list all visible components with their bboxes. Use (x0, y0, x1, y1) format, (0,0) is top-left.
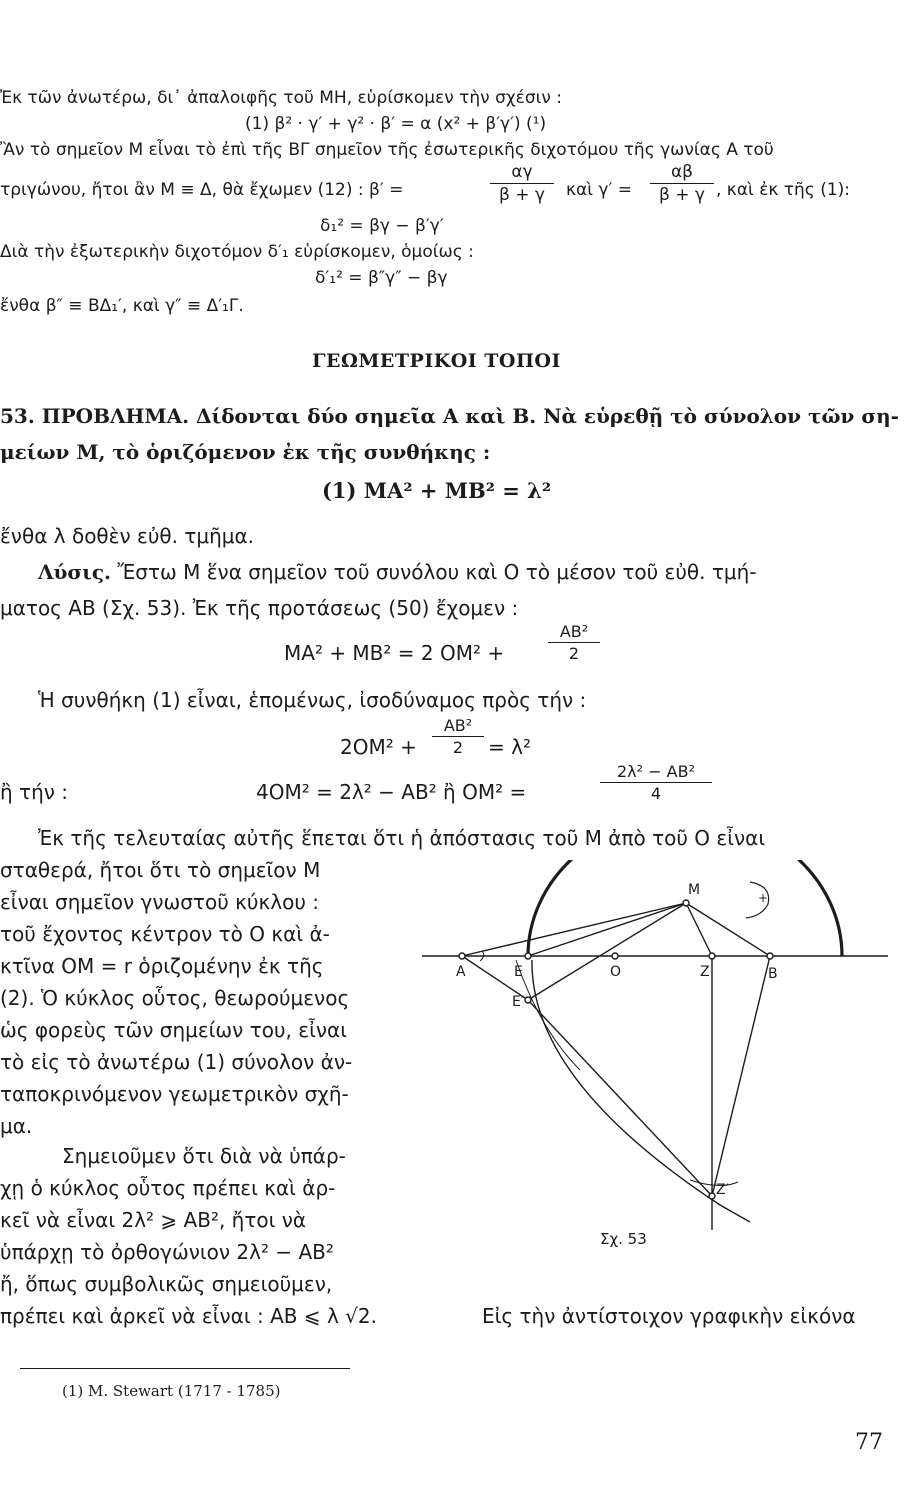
fraction-numerator: αβ (670, 162, 694, 182)
segment-am (462, 903, 686, 956)
text-line: ὑπάρχῃ τὸ ὀρθογώνιον 2λ² − ΑΒ² (0, 1240, 334, 1264)
fraction (432, 716, 484, 757)
text-line: σταθερά, ἤτοι ὅτι τὸ σημεῖον Μ (0, 858, 321, 882)
label-a: Α (456, 964, 466, 980)
page-number: 77 (855, 1430, 883, 1455)
equation: 4ΟΜ² = 2λ² − ΑΒ² ἢ ΟΜ² = (256, 780, 527, 804)
text-line: ἔνθα β″ ≡ ΒΔ₁′, καὶ γ″ ≡ Δ′₁Γ. (0, 296, 244, 316)
text-line: ὡς φορεὺς τῶν σημείων του, εἶναι (0, 1018, 347, 1042)
equation: δ′₁² = β″γ″ − βγ (315, 268, 448, 288)
point-z-prime (709, 1193, 715, 1199)
fraction (490, 162, 554, 205)
text-line: τοῦ ἔχοντος κέντρον τὸ Ο καὶ ἀ- (0, 922, 330, 946)
point-e (525, 953, 531, 959)
segment-em (528, 903, 686, 956)
text-line: Σημειοῦμεν ὅτι διὰ νὰ ὑπάρ- (62, 1144, 346, 1168)
text-line: ἔνθα λ δοθὲν εὐθ. τμῆμα. (0, 524, 255, 548)
section-heading: ΓΕΩΜΕΤΡΙΚΟΙ ΤΟΠΟΙ (312, 350, 561, 372)
text-line: (2). Ὁ κύκλος οὗτος, θεωρούμενος (0, 986, 350, 1010)
problem-statement: μείων Μ, τὸ ὁριζόμενον ἐκ τῆς συνθήκης : (0, 440, 491, 464)
condition-equation: (1) ΜΑ² + ΜΒ² = λ² (322, 478, 552, 503)
geometry-figure (420, 860, 890, 1290)
label-z: Ζ (700, 964, 710, 980)
text-line: ταποκρινόμενον γεωμετρικὸν σχῆ- (0, 1082, 349, 1106)
segment-e-prime-z-prime (528, 1000, 712, 1196)
text-line: Ἂν τὸ σημεῖον Μ εἶναι τὸ ἐπὶ τῆς ΒΓ σημεῖον τῆς ἐσωτερικῆς διχοτόμου τῆς γωνίας Α τοῦ (0, 140, 774, 160)
label-o: Ο (610, 964, 622, 980)
text-line: ματος ΑΒ (Σχ. 53). Ἐκ τῆς προτάσεως (50) ἔχομεν : (0, 596, 519, 620)
point-a (459, 953, 465, 959)
text-line: εἶναι σημεῖον γνωστοῦ κύκλου : (0, 890, 320, 914)
text-line: ἤ, ὅπως συμβολικῶς σημειοῦμεν, (0, 1272, 333, 1296)
footnote-rule (20, 1368, 350, 1369)
text-line: κεῖ νὰ εἶναι 2λ² ⩾ ΑΒ², ἤτοι νὰ (0, 1208, 307, 1232)
text-line: Ἐκ τῶν ἀνωτέρω, δι᾿ ἀπαλοιφῆς τοῦ ΜΗ, εὑρίσκομεν τὴν σχέσιν : (0, 88, 563, 108)
label-e-prime: Ε′ (512, 994, 525, 1010)
label-z-prime: Ζ′ (716, 1182, 729, 1198)
locus-circle (528, 860, 842, 956)
fraction-numerator: 2λ² − ΑΒ² (617, 762, 695, 781)
segment-e-prime-m (528, 903, 686, 1000)
fraction (548, 622, 600, 663)
construction-arc (516, 960, 580, 1070)
text-line: πρέπει καὶ ἀρκεῖ νὰ εἶναι : ΑΒ ⩽ λ √2. (0, 1304, 377, 1328)
equation: δ₁² = βγ − β′γ′ (320, 216, 444, 236)
text-line: μα. (0, 1114, 33, 1138)
point-m (683, 900, 689, 906)
equation: ΜΑ² + ΜΒ² = 2 ΟΜ² + (284, 641, 505, 665)
solution-line (38, 560, 757, 584)
point-e-prime (525, 997, 531, 1003)
solution-label: Λύσις. (38, 560, 111, 584)
figure-caption: Σχ. 53 (600, 1230, 647, 1248)
equation: 2ΟΜ² + (340, 735, 417, 759)
equation: = λ² (488, 735, 531, 759)
point-o (612, 953, 618, 959)
stewart-equation: (1) β² · γ′ + γ² · β′ = α (x² + β′γ′) (¹) (245, 114, 547, 134)
label-m: Μ (688, 882, 701, 898)
point-z (709, 953, 715, 959)
text-line: , καὶ ἐκ τῆς (1): (716, 180, 850, 200)
fraction-numerator: ΑΒ² (559, 622, 589, 641)
fraction-denominator: β + γ (499, 185, 545, 205)
solution-text: Ἔστω Μ ἕνα σημεῖον τοῦ συνόλου καὶ Ο τὸ μέσον τοῦ εὐθ. τμή- (110, 560, 757, 584)
footnote: (1) M. Stewart (1717 - 1785) (62, 1382, 281, 1400)
label-b: Β (768, 966, 778, 982)
text-line: τὸ εἰς τὸ ἀνωτέρω (1) σύνολον ἀν- (0, 1050, 353, 1074)
fraction (600, 762, 712, 803)
fraction (650, 162, 714, 205)
text-line: τριγώνου, ἤτοι ἂν Μ ≡ Δ, θὰ ἔχωμεν (12) : β′ = (0, 180, 404, 200)
text-line: χῃ ὁ κύκλος οὗτος πρέπει καὶ ἀρ- (0, 1176, 336, 1200)
fraction-denominator: 4 (650, 784, 662, 803)
label-plus: + (758, 891, 769, 905)
fraction-denominator: 2 (452, 738, 464, 757)
text-line: Ἡ συνθήκη (1) εἶναι, ἑπομένως, ἰσοδύναμος πρὸς τήν : (38, 688, 587, 712)
text-line: Ἐκ τῆς τελευταίας αὐτῆς ἕπεται ὅτι ἡ ἀπόστασις τοῦ Μ ἀπὸ τοῦ Ο εἶναι (38, 826, 766, 850)
fraction-denominator: β + γ (659, 185, 705, 205)
text-line: καὶ γ′ = (566, 180, 632, 200)
fraction-numerator: αγ (511, 162, 533, 182)
text-line: κτῖνα ΟΜ = r ὁριζομένην ἐκ τῆς (0, 954, 324, 978)
fraction-denominator: 2 (568, 644, 580, 663)
fraction-numerator: ΑΒ² (443, 716, 473, 735)
problem-statement: 53. ΠΡΟΒΛΗΜΑ. Δίδονται δύο σημεῖα Α καὶ Β. Νὰ εὑρεθῇ τὸ σύνολον τῶν ση- (0, 404, 899, 428)
segment-b-z-prime (712, 956, 770, 1196)
label-e: Ε (514, 964, 523, 980)
text-line: ἢ τήν : (0, 780, 69, 804)
text-line: Διὰ τὴν ἐξωτερικὴν διχοτόμον δ′₁ εὑρίσκομεν, ὁμοίως : (0, 242, 474, 262)
text-line: Εἰς τὴν ἀντίστοιχον γραφικὴν εἰκόνα (482, 1304, 856, 1328)
point-b (767, 953, 773, 959)
